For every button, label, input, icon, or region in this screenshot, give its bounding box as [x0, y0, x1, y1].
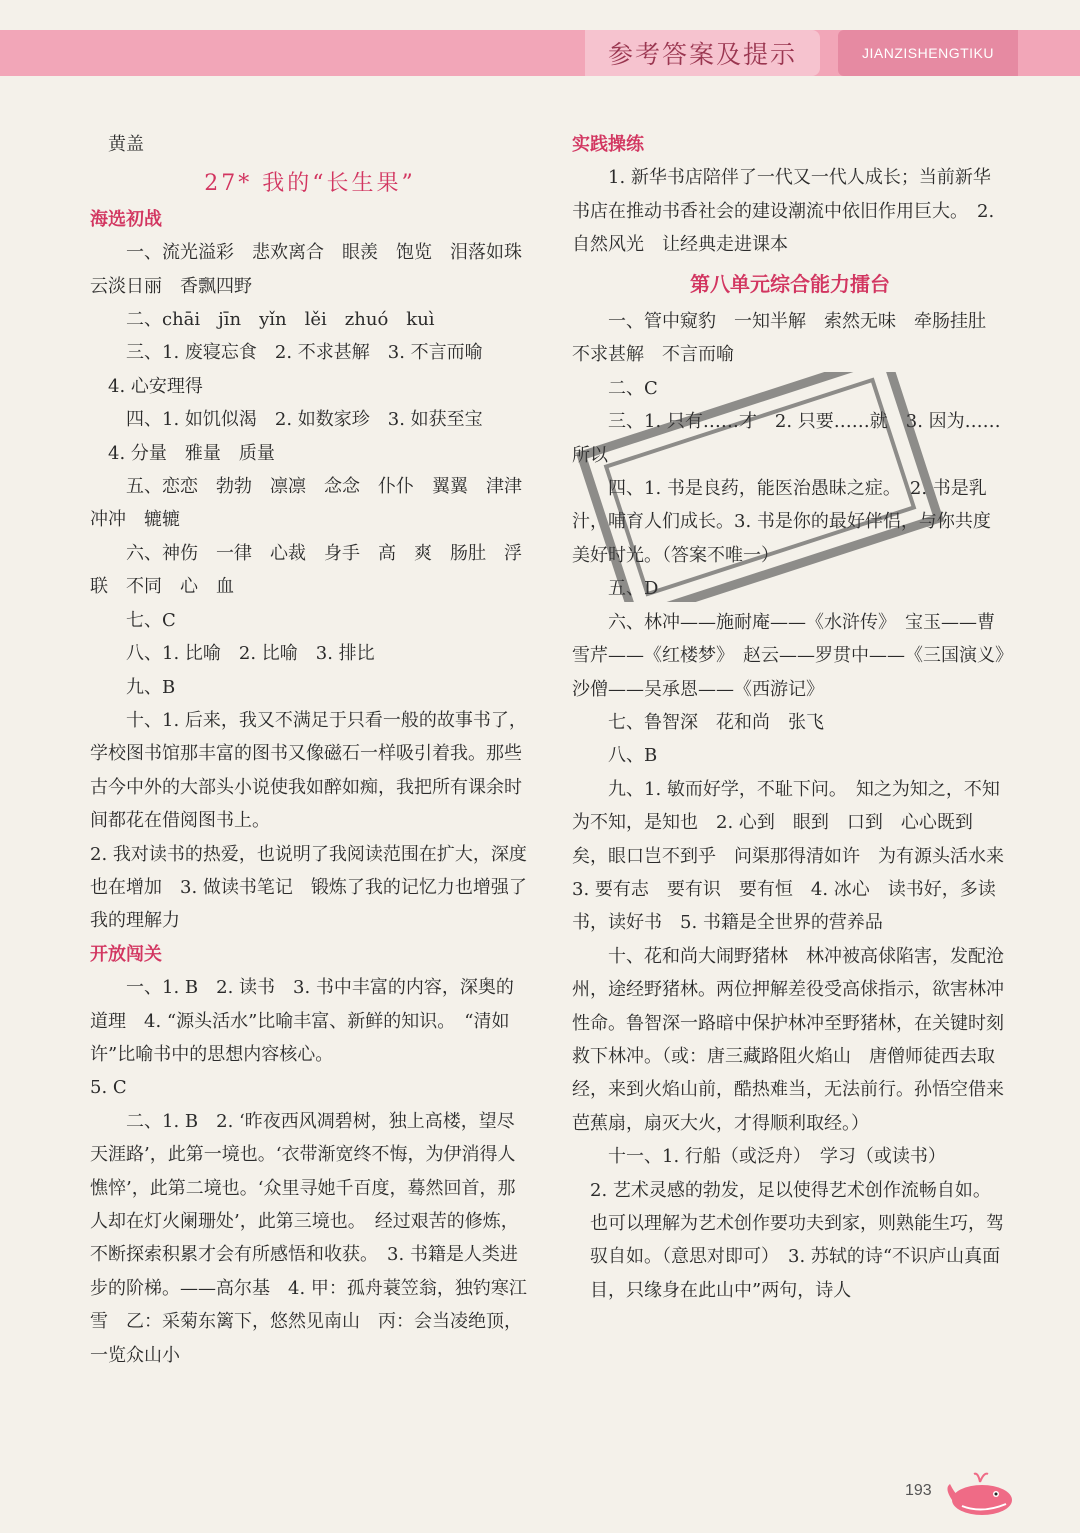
answer-line: 4. 心安理得	[108, 375, 203, 397]
answer-line: 四、1. 如饥似渴 2. 如数家珍 3. 如获至宝	[126, 409, 483, 431]
answer-line: 十、花和尚大闹野猪林 林冲被高俅陷害，发配沧州，途经野猪林。两位押解差役受高俅指示，欲害林冲性命。鲁智深一路暗中保护林冲至野猪林，在关键时刻救下林冲。（或：唐三藏路阻火焰山 唐僧师徒西去取经，来到火焰山前，酷热难当，无法前行。孙悟空借来芭蕉扇，扇灭大火，才得顺利取经。）	[572, 945, 1004, 1134]
page-header	[0, 30, 1080, 76]
right-column	[572, 128, 1022, 1307]
lesson-title: 27* 我的“长生果”	[204, 171, 416, 197]
answer-line: 七、鲁智深 花和尚 张飞	[608, 711, 824, 733]
answer-line: 九、B	[126, 676, 176, 698]
answer-line: 1. 新华书店陪伴了一代又一代人成长；当前新华书店在推动书香社会的建设潮流中依旧作用巨大。 2. 自然风光 让经典走进课本	[572, 167, 995, 256]
answer-line: 二、C	[608, 377, 658, 399]
answer-line: 六、神伤 一律 心裁 身手 高 爽 肠肚 浮 联 不同 心 血	[90, 542, 540, 598]
answer-line: 五、恋恋 勃勃 凛凛 念念 仆仆 翼翼 津津 冲冲 辘辘	[90, 476, 540, 531]
answer-line: 十一、1. 行船（或泛舟） 学习（或读书）	[608, 1146, 946, 1168]
answer-line: 十、1. 后来，我又不满足于只看一般的故事书了，学校图书馆那丰富的图书又像磁石一样吸引着我。那些古今中外的大部头小说使我如醉如痴，我把所有课余时间都花在借阅图书上。	[90, 709, 527, 832]
page-number: 193	[905, 1482, 932, 1499]
answer-line: 黄盖	[108, 134, 144, 155]
answer-line: 一、管中窥豹 一知半解 索然无味 牵肠挂肚 不求甚解 不言而喻	[572, 311, 1004, 366]
header-title-band	[585, 30, 820, 76]
answer-line: 四、1. 书是良药，能医治愚昧之症。 2. 书是乳汁，哺育人们成长。3. 书是你的最好伴侣，与你共度美好时光。（答案不唯一）	[572, 478, 991, 566]
answer-line: 二、1. B 2. ‘昨夜西风凋碧树，独上高楼，望尽天涯路’，此第一境也。‘衣带渐宽终不悔，为伊消得人憔悴’，此第二境也。‘众里寻她千百度，蓦然回首，那人却在灯火阑珊处’，此第三境也。 经过艰苦的修炼，不断探索积累才会有所感悟和收获。 3. 书籍是人类进步的阶梯。——高尔基 4. 甲：孤舟蓑笠翁，独钓寒江雪 乙：采菊东篱下，悠然见南山 丙：会当凌绝顶，一览众山小	[90, 1110, 527, 1366]
answer-line: 五、D	[608, 578, 659, 600]
left-column	[90, 128, 540, 1372]
section-heading: 海选初战	[90, 208, 162, 230]
answer-line: 八、1. 比喻 2. 比喻 3. 排比	[126, 643, 375, 665]
answer-line: 二、chāi jīn yǐn lěi zhuó kuì	[126, 309, 435, 331]
header-subtitle: JIANZISHENGTIKU	[838, 30, 1018, 76]
answer-line: 5. C	[90, 1077, 127, 1099]
answer-line: 2. 我对读书的热爱，也说明了我阅读范围在扩大，深度也在增加 3. 做读书笔记 锻炼了我的记忆力也增强了我的理解力	[90, 843, 527, 932]
answer-line: 一、流光溢彩 悲欢离合 眼羡 饱览 泪落如珠 云淡日丽 香飘四野	[90, 242, 540, 297]
whale-icon	[944, 1470, 1014, 1516]
unit-title: 第八单元综合能力擂台	[690, 271, 890, 296]
header-title: 参考答案及提示	[607, 40, 797, 69]
answer-line: 4. 分量 雅量 质量	[108, 442, 275, 464]
answer-line: 三、1. 废寝忘食 2. 不求甚解 3. 不言而喻	[126, 342, 483, 364]
answer-line: 一、1. B 2. 读书 3. 书中丰富的内容，深奥的道理 4. “源头活水”比喻丰富、新鲜的知识。 “清如许”比喻书中的思想内容核心。	[90, 977, 514, 1065]
answer-line: 七、C	[126, 609, 176, 631]
answer-line: 三、1. 只有……才 2. 只要……就 3. 因为……所以	[572, 411, 1001, 466]
answer-line: 八、B	[608, 745, 658, 767]
section-heading: 开放闯关	[90, 943, 162, 965]
section-heading: 实践操练	[572, 134, 644, 155]
answer-line: 2. 艺术灵感的勃发，足以使得艺术创作流畅自如。也可以理解为艺术创作要功夫到家，则熟能生巧，驾驭自如。（意思对即可） 3. 苏轼的诗“不识庐山真面目，只缘身在此山中”两句，诗人	[590, 1179, 1004, 1301]
answer-line: 六、林冲——施耐庵——《水浒传》 宝玉——曹雪芹——《红楼梦》 赵云——罗贯中——《三国演义》 沙僧——吴承恩——《西游记》	[572, 611, 1022, 700]
answer-line: 九、1. 敏而好学，不耻下问。 知之为知之，不知为不知，是知也 2. 心到 眼到 口到 心心既到矣，眼口岂不到乎 问渠那得清如许 为有源头活水来 3. 要有志 要有识 要有恒 4. 冰心 读书好，多读书，读好书 5. 书籍是全世界的营养品	[572, 778, 1022, 934]
